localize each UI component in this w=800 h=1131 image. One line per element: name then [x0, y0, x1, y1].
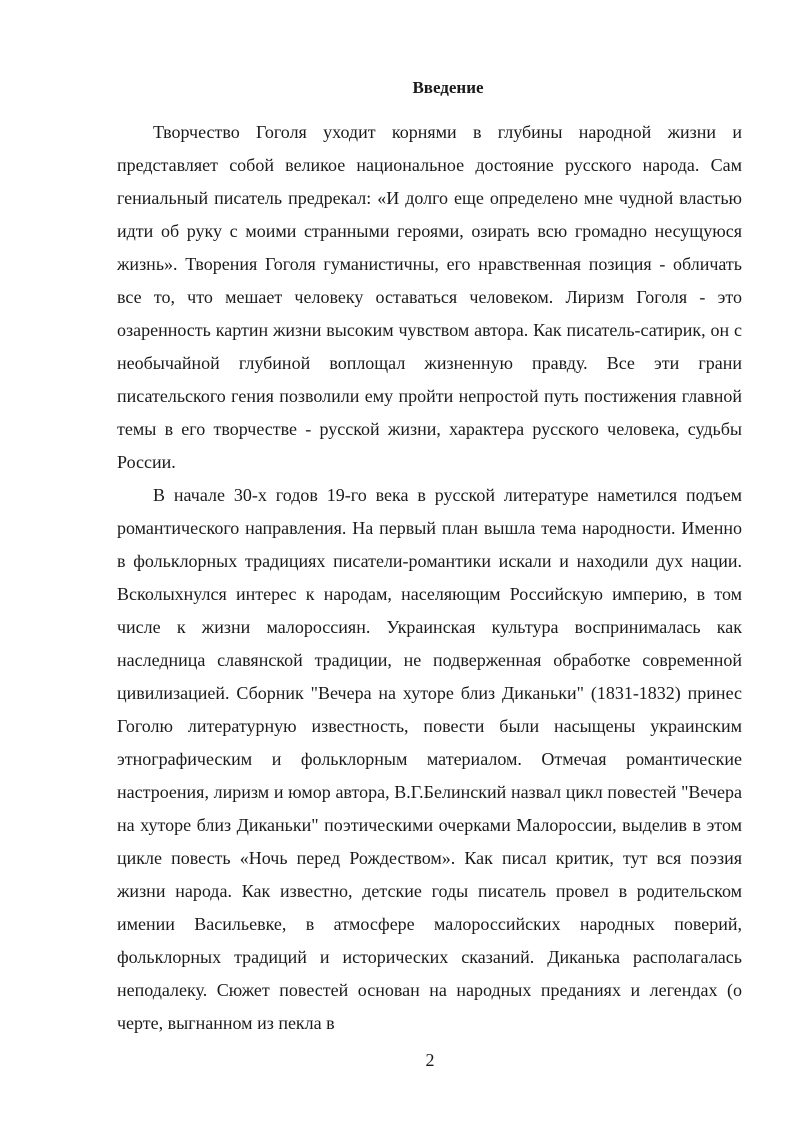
page-number: 2	[425, 1050, 435, 1070]
paragraph-1: Творчество Гоголя уходит корнями в глубины народной жизни и представляет собой великое национальное достояние русского народа. Сам гениальный писатель предрекал: «И долго еще определено мне чудной властью идти об руку с моими странными героями, озирать всю громадно несущуюся жизнь». Творения Гоголя гуманистичны, его нравственная позиция - обличать все то, что мешает человеку оставаться человеком. Лиризм Гоголя - это озаренность картин жизни высоким чувством автора. Как писатель-сатирик, он с необычайной глубиной воплощал жизненную правду. Все эти грани писательского гения позволили ему пройти непростой путь постижения главной темы в его творчестве - русской жизни, характера русского человека, судьбы России.	[117, 122, 742, 472]
body-text	[117, 116, 742, 1040]
paragraph-2: В начале 30-х годов 19-го века в русской литературе наметился подъем романтического направления. На первый план вышла тема народности. Именно в фольклорных традициях писатели-романтики искали и находили дух нации. Всколыхнулся интерес к народам, населяющим Российскую империю, в том числе к жизни малороссиян. Украинская культура воспринималась как наследница славянской традиции, не подверженная обработке современной цивилизацией. Сборник "Вечера на хуторе близ Диканьки" (1831-1832) принес Гоголю литературную известность, повести были насыщены украинским этнографическим и фольклорным материалом. Отмечая романтические настроения, лиризм и юмор автора, В.Г.Белинский назвал цикл повестей "Вечера на хуторе близ Диканьки" поэтическими очерками Малороссии, выделив в этом цикле повесть «Ночь перед Рождеством». Как писал критик, тут вся поэзия жизни народа. Как известно, детские годы писатель провел в родительском имении Васильевке, в атмосфере малороссийских народных поверий, фольклорных традиций и исторических сказаний. Диканька располагалась неподалеку. Сюжет повестей основан на народных преданиях и легендах (о черте, выгнанном из пекла в	[117, 485, 742, 1033]
page-title: Введение	[412, 78, 484, 97]
